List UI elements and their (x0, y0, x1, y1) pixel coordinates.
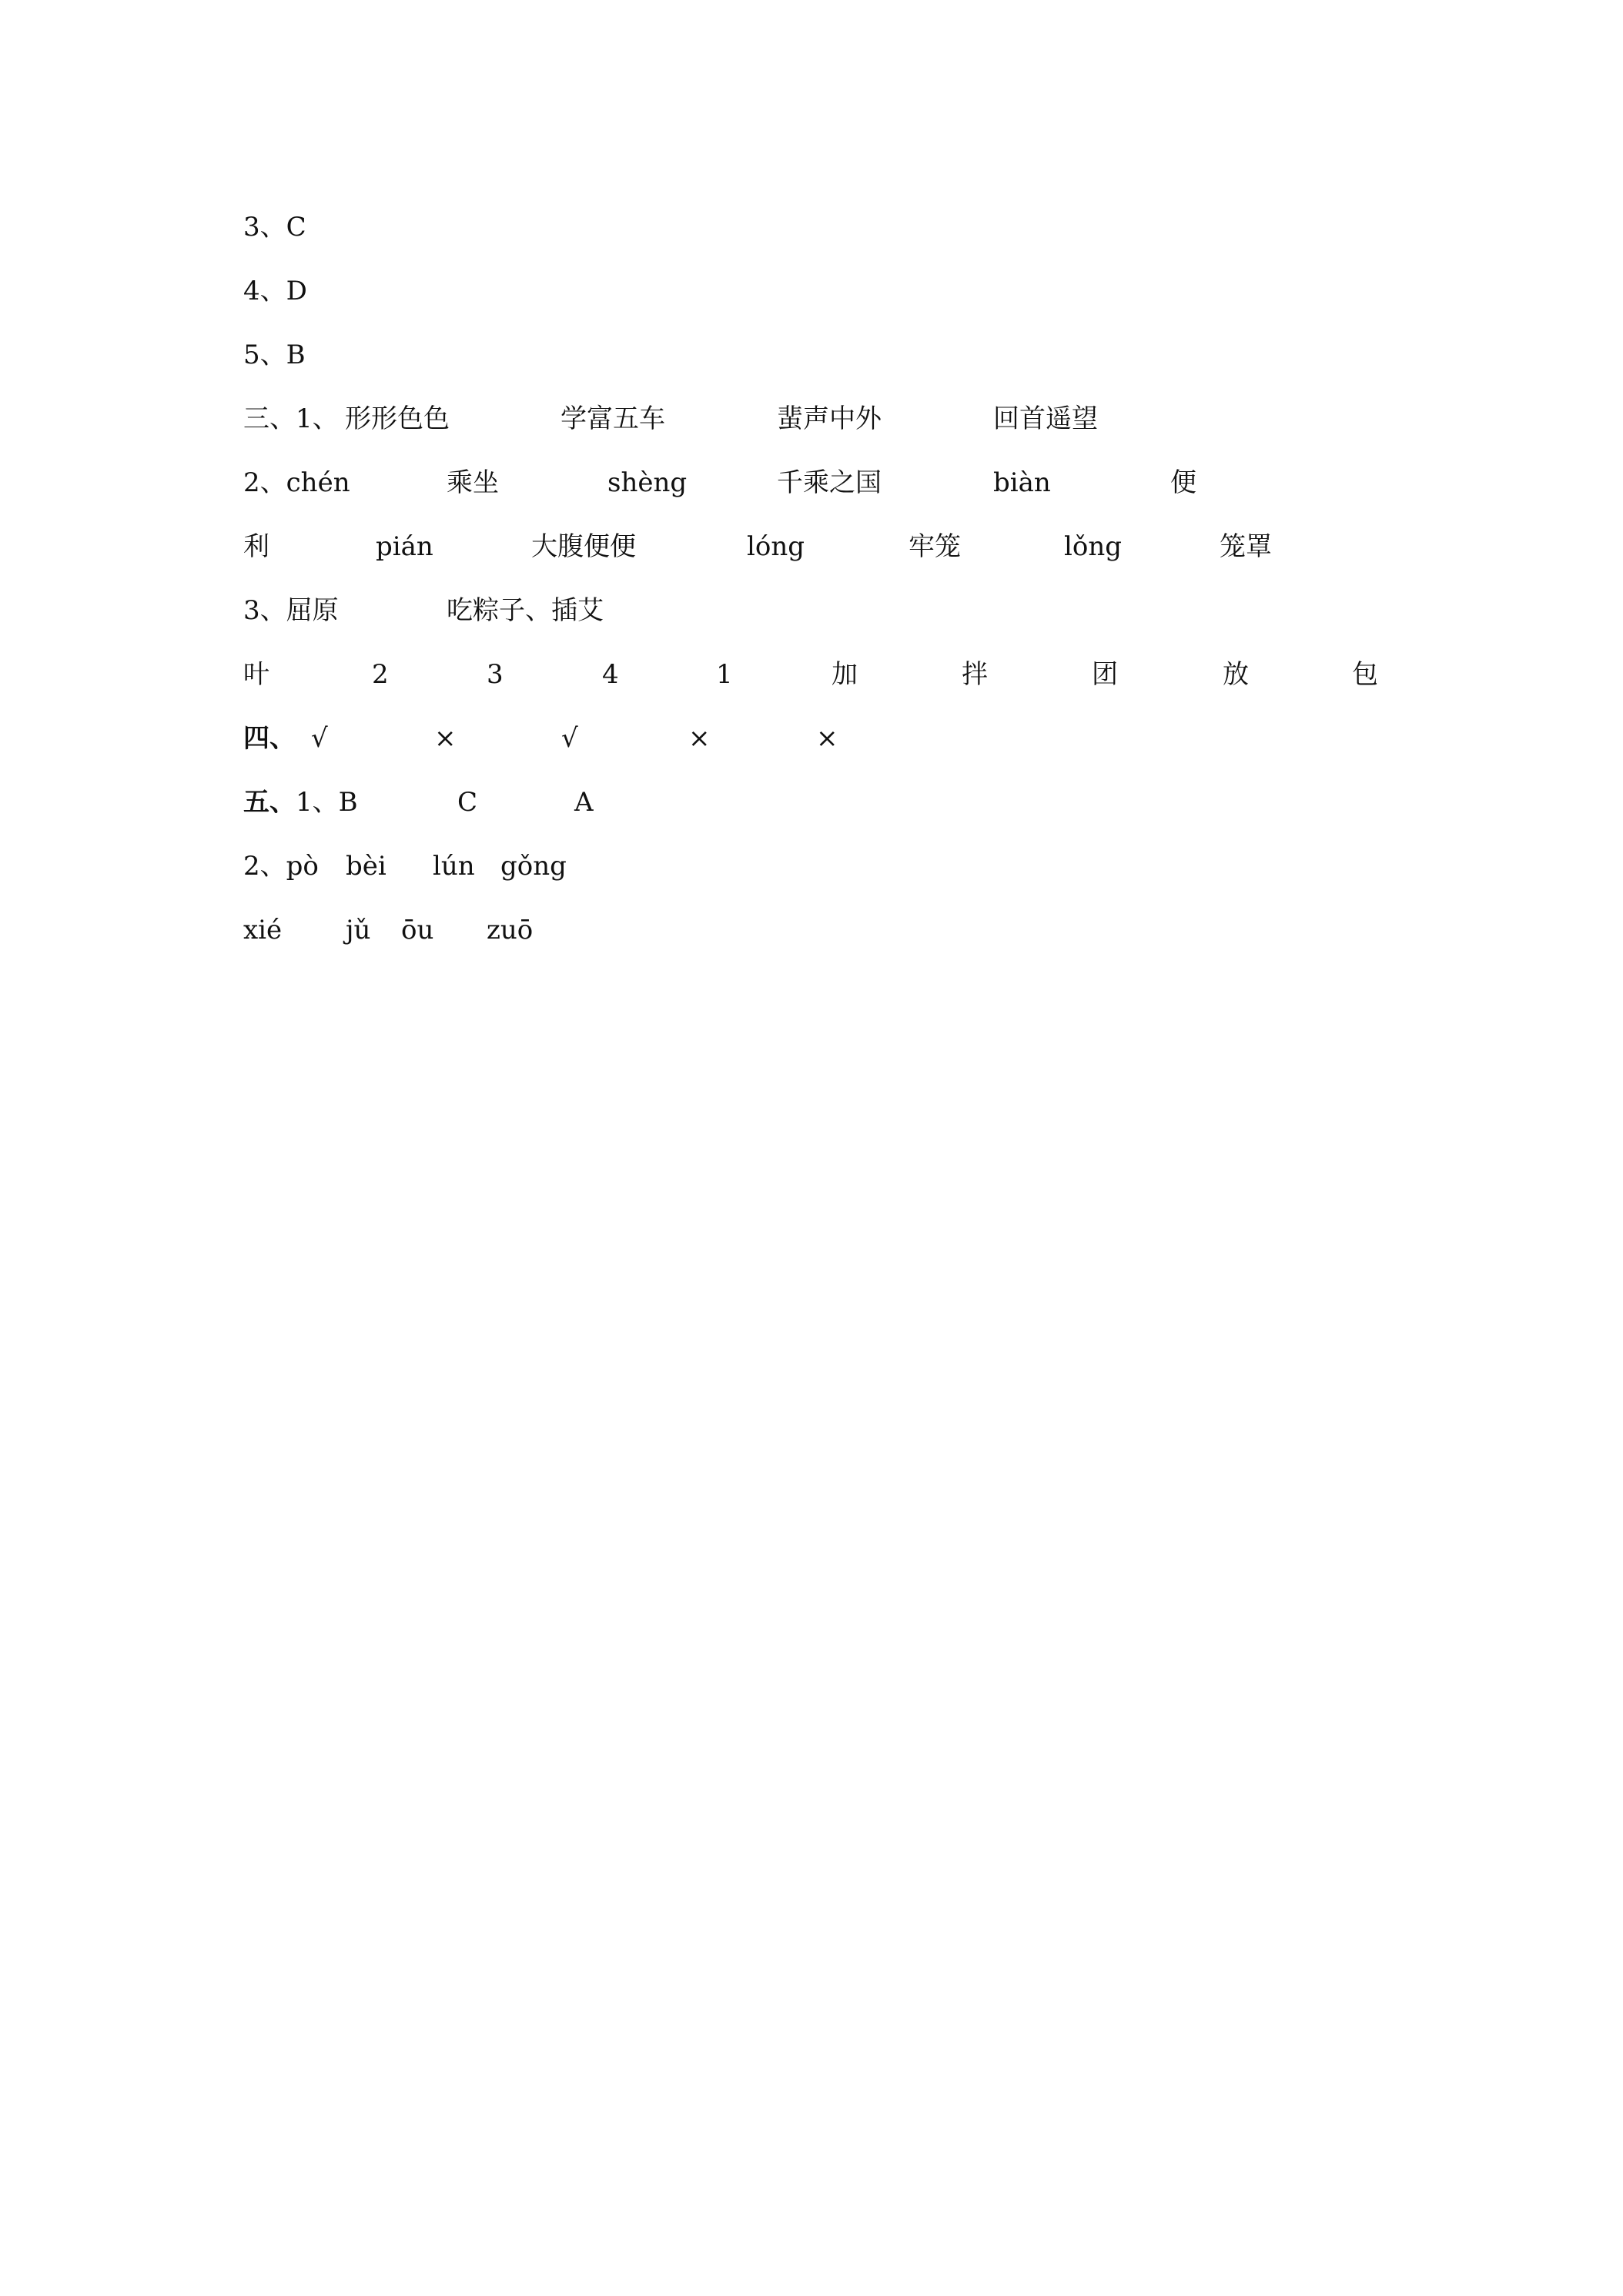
answer-word: 吃粽子、插艾 (447, 595, 604, 626)
true-false-mark: √ (561, 723, 578, 754)
answer-word: 利 (243, 531, 269, 562)
answer-word: pián (376, 531, 433, 562)
true-false-mark: × (688, 723, 711, 754)
answer-word: 笼罩 (1220, 531, 1272, 562)
pinyin-answer: zuō (487, 915, 534, 946)
answer-word: C (457, 787, 478, 818)
true-false-mark: √ (311, 723, 328, 754)
answer-word: 2、chén (243, 467, 350, 498)
section-label: 三、1、 (243, 403, 339, 434)
answer-word: 加 (832, 659, 858, 690)
answer-word: 千乘之国 (777, 467, 882, 498)
section-label: 四、 (243, 723, 296, 754)
answer-text: 3、C (243, 212, 306, 243)
answer-word: 便 (1170, 467, 1196, 498)
pinyin-answer: lún (433, 851, 475, 882)
answer-word: 牢笼 (909, 531, 961, 562)
answer-word: 4 (602, 659, 619, 690)
answer-word: 3 (487, 659, 504, 690)
answer-word: 3、屈原 (243, 595, 339, 626)
pinyin-answer: xié (243, 915, 283, 946)
answer-word: 叶 (243, 659, 269, 690)
answer-word: 1 (716, 659, 733, 690)
answer-word: A (574, 787, 594, 818)
answer-word: 放 (1223, 659, 1249, 690)
pinyin-answer: 2、pò (243, 851, 319, 882)
answer-word: 大腹便便 (531, 531, 636, 562)
answer-word: 学富五车 (561, 403, 665, 434)
answer-word: 拌 (962, 659, 988, 690)
answer-text: 5、B (243, 340, 306, 370)
pinyin-answer: gǒng (500, 851, 567, 882)
true-false-mark: × (434, 723, 457, 754)
answer-word: 包 (1352, 659, 1378, 690)
pinyin-answer: ōu (401, 915, 434, 946)
answer-word: 乘坐 (447, 467, 499, 498)
pinyin-answer: bèi (346, 851, 387, 882)
answer-word: 回首遥望 (993, 403, 1098, 434)
answer-word: 蜚声中外 (777, 403, 882, 434)
answer-word: biàn (993, 467, 1051, 498)
answer-word: 形形色色 (345, 403, 450, 434)
answer-word: 2 (372, 659, 389, 690)
answer-word: 团 (1092, 659, 1118, 690)
pinyin-answer: jǔ (346, 915, 371, 946)
answer-text: 4、D (243, 276, 307, 306)
answer-word: shèng (607, 467, 688, 498)
answer-word: lóng (747, 531, 805, 562)
answer-word: lǒng (1064, 531, 1123, 562)
section-label: 五、 (243, 787, 296, 818)
true-false-mark: × (816, 723, 838, 754)
answer-word: 1、B (296, 787, 358, 818)
